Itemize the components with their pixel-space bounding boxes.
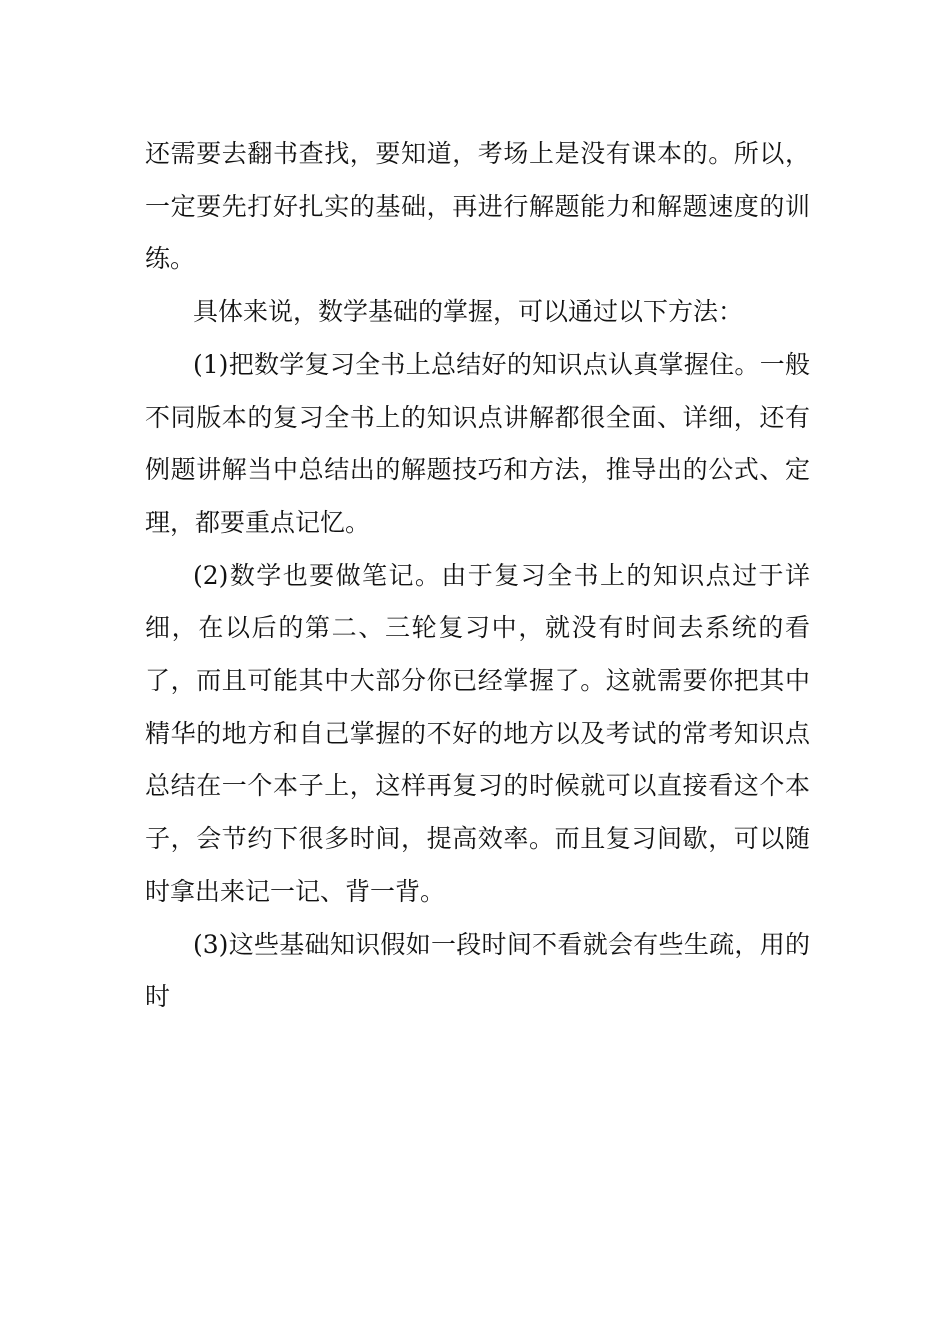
paragraph-methods-intro: 具体来说，数学基础的掌握，可以通过以下方法： [193,297,744,327]
paragraph-continuation: 还需要去翻书查找，要知道，考场上是没有课本的。所以，一定要先打好扎实的基础，再进行解题能力和解题速度的训练。 [145,139,810,274]
paragraph-method-2: (2)数学也要做笔记。由于复习全书上的知识点过于详细，在以后的第二、三轮复习中，就没有时间去系统的看了，而且可能其中大部分你已经掌握了。这就需要你把其中精华的地方和自己掌握的不好的地方以及考试的常考知识点总结在一个本子上，这样再复习的时候就可以直接看这个本子，会节约下很多时间，提高效率。而且复习间歇，可以随时拿出来记一记、背一背。 [145,560,810,906]
paragraph-method-3: (3)这些基础知识假如一段时间不看就会有些生疏，用的时 [145,929,810,1012]
paragraph-method-1: (1)把数学复习全书上总结好的知识点认真掌握住。一般不同版本的复习全书上的知识点讲解都很全面、详细，还有例题讲解当中总结出的解题技巧和方法，推导出的公式、定理，都要重点记忆。 [145,349,810,537]
body-text [145,128,810,1024]
